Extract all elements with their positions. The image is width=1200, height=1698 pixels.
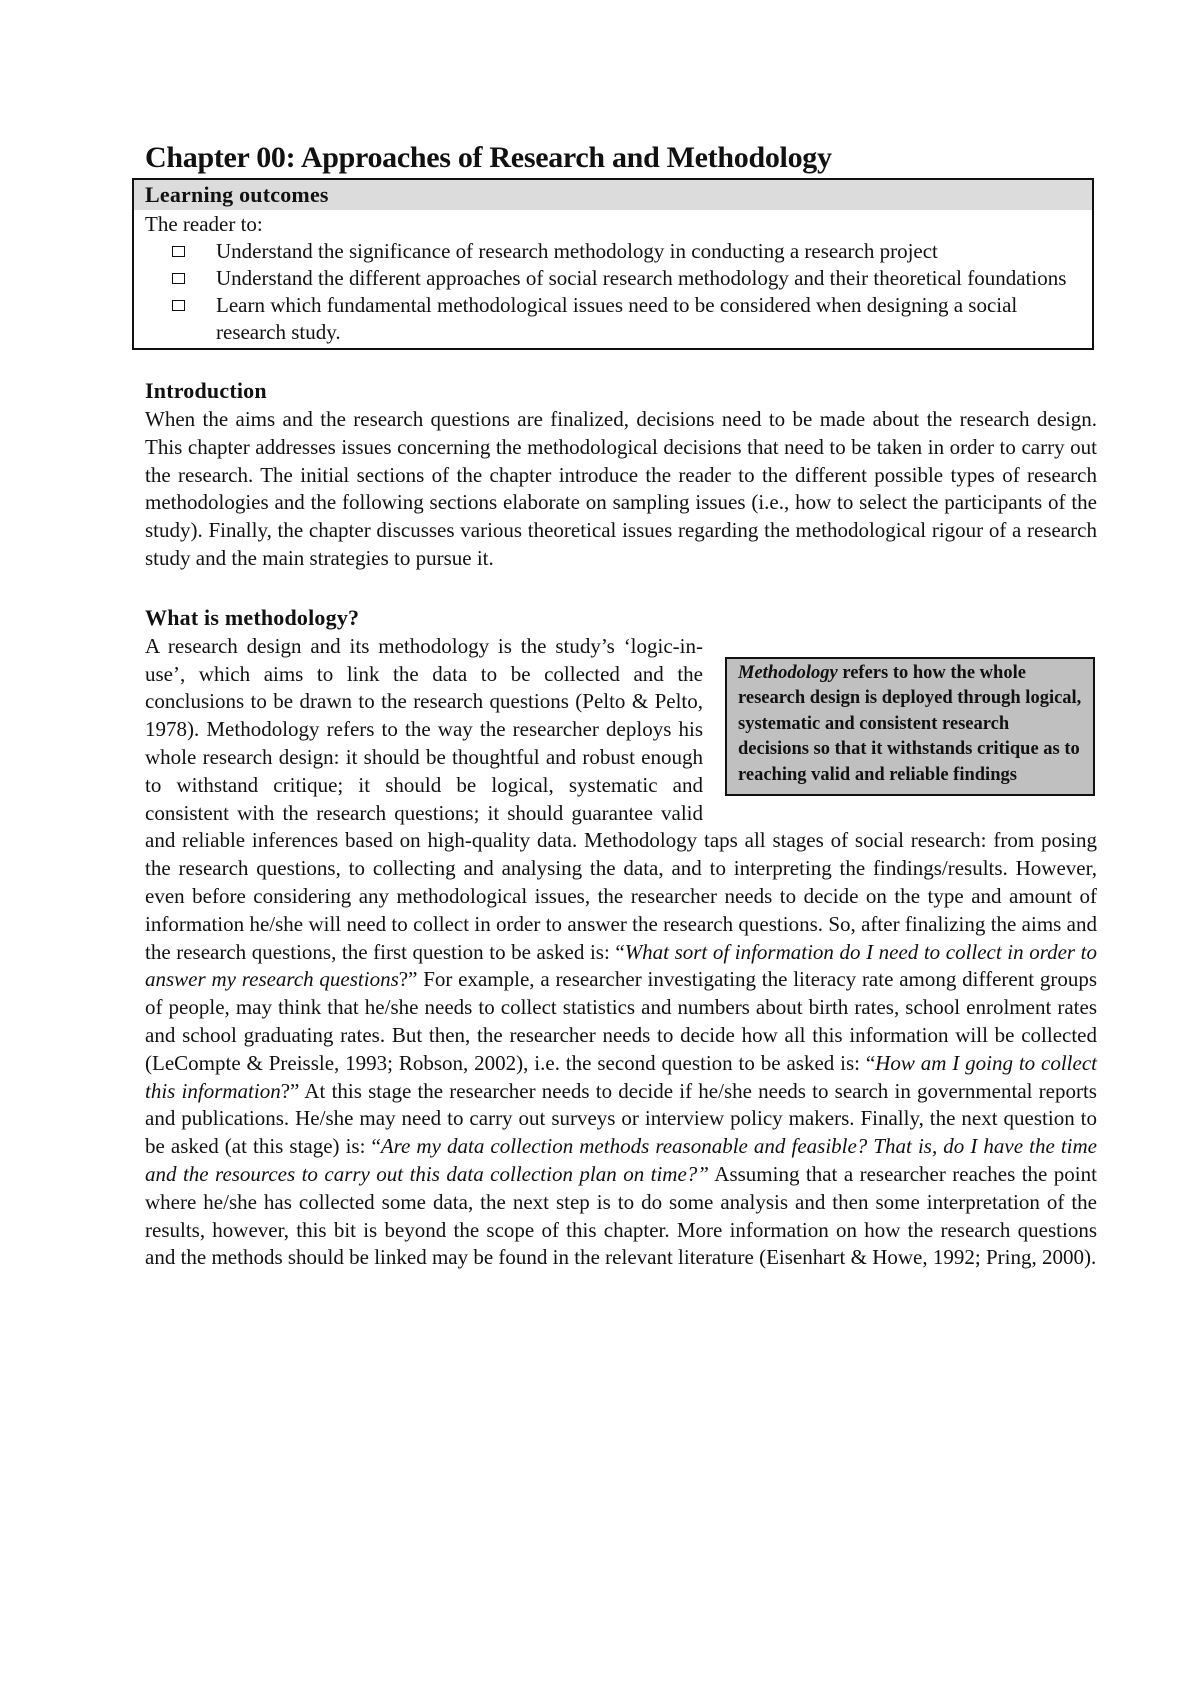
chapter-title: Chapter 00: Approaches of Research and Methodology: [145, 141, 832, 174]
learning-outcome-text: Understand the significance of research methodology in conducting a research project: [216, 239, 938, 263]
introduction-paragraph: When the aims and the research questions are finalized, decisions need to be made about the research design. This chapter addresses issues concerning the methodological decisions that need to be taken in order to carry out the research. The initial sections of the chapter introduce the reader to the different possible types of research methodologies and the following sections elaborate on sampling issues (i.e., how to select the participants of the study). Finally, the chapter discusses various theoretical issues regarding the methodological rigour of a research study and the main strategies to pursue it.: [145, 407, 1097, 570]
question-three: Are my data collection methods reasonable and feasible? That is, do I have the time and the resources to carry out this data collection plan on time?”: [145, 1134, 1097, 1186]
learning-outcomes-list: [134, 238, 1092, 346]
learning-outcome-item: [134, 292, 1092, 346]
document-page: [145, 140, 1097, 1272]
learning-outcomes-box: [132, 178, 1094, 350]
methodology-text: ?” For example, a researcher investigating the literacy rate among different groups of people, may think that he/she needs to collect statistics and numbers about birth rates, school enrolment rates and school graduating rates. But then, the researcher needs to decide how all this information will be collected (LeCompte & Preissle, 1993; Robson, 2002), i.e. the second question to be asked is: “: [145, 967, 1097, 1075]
learning-outcomes-intro: The reader to:: [145, 212, 263, 236]
learning-outcomes-heading: Learning outcomes: [134, 180, 1092, 210]
question-one: What sort of information do I need to collect in order to answer my research questions: [145, 939, 1097, 992]
callout-text: refers to how the whole research design is deployed through logical, systematic and consistent research decisions so that it withstands critique as to reaching valid and reliable findings: [738, 662, 1082, 785]
methodology-text: A research design and its methodology is the study’s ‘logic-in-use’, which aims to link the data to be collected and the conclusions to be drawn to the research questions (Pelto & Pelto, 1978). Methodology refers to the way the researcher deploys his whole research design: it should be thoughtful and robust enough to withstand critique; it should be logical, systematic and consistent with the research questions; it should guarantee valid and reliable inferences based on high-quality data. Methodology taps all stages of social research: from posing the research questions, to collecting and analysing the data, and to interpreting the findings/results. However, even before considering any methodological issues, the researcher needs to decide on the type and amount of information he/she will need to collect in order to answer the research questions. So, after finalizing the aims and the research questions, the first question to be asked is: “: [145, 633, 1097, 964]
question-two: How am I going to collect this information: [145, 1050, 1097, 1103]
learning-outcome-text: Understand the different approaches of social research methodology and their theoretical foundations: [216, 266, 1067, 290]
methodology-section: [145, 633, 1097, 1272]
learning-outcome-item: [134, 265, 1092, 292]
checkbox-icon: [172, 246, 185, 257]
methodology-text: Assuming that a researcher reaches the point where he/she has collected some data, the next step is to do some analysis and then some interpretation of the results, however, this bit is beyond the scope of this chapter. More information on how the research questions and the methods should be linked may be found in the relevant literature (Eisenhart & Howe, 1992; Pring, 2000).: [145, 1161, 1097, 1270]
methodology-heading: What is methodology?: [145, 604, 360, 630]
methodology-text: ?” At this stage the researcher needs to decide if he/she needs to search in governmental reports and publications. He/she may need to carry out surveys or interview policy makers. Finally, the next question to be asked (at this stage) is: “: [145, 1078, 1097, 1159]
introduction-heading: Introduction: [145, 378, 267, 403]
learning-outcome-text: Learn which fundamental methodological issues need to be considered when designing a social research study.: [216, 293, 1018, 344]
learning-outcome-item: [134, 238, 1092, 265]
checkbox-icon: [172, 273, 185, 284]
checkbox-icon: [172, 300, 185, 311]
callout-term: Methodology: [738, 662, 838, 683]
methodology-definition-callout: [725, 657, 1095, 797]
